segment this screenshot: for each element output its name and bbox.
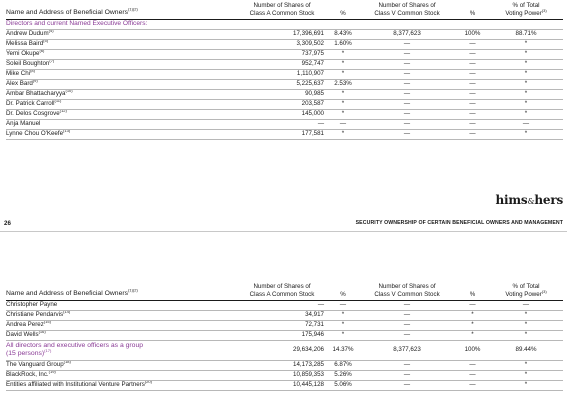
group-label: All directors and executive officers as a group (15 persons)$^{(17)}$ [6,340,236,360]
table-row [6,49,563,59]
group-total-row [6,340,563,360]
owner-name: Mike Chi$^{(8)}$ [6,69,236,79]
running-head: SECURITY OWNERSHIP OF CERTAIN BENEFICIAL OWNERS AND MANAGEMENT [355,220,563,226]
ownership-table-part2 [6,283,563,391]
class-a-pct: * [328,99,358,109]
header-voting-power: % of Total Voting Power$^{(3)}$ [489,2,563,19]
class-v-shares: — [358,300,456,310]
class-a-pct: * [328,109,358,119]
class-a-pct: * [328,59,358,69]
class-v-pct: — [456,69,489,79]
group-class-v-shares: 8,377,623 [358,340,456,360]
class-v-pct: — [456,380,489,390]
table-row [6,69,563,79]
voting-power: * [489,320,563,330]
header-name: Name and Address of Beneficial Owners$^{(1)(2)}$ [6,2,236,19]
class-v-shares: — [358,109,456,119]
header-class-v-pct: % [456,2,489,19]
class-a-shares: 177,581 [236,129,328,139]
class-v-shares: — [358,129,456,139]
class-a-pct: * [328,129,358,139]
class-v-pct: — [456,99,489,109]
header-name: Name and Address of Beneficial Owners$^{(1)(2)}$ [6,283,236,300]
class-a-shares: 175,946 [236,330,328,340]
table-row [6,39,563,49]
header-class-a: Number of Shares of Class A Common Stock [236,283,328,300]
owner-name: Lynne Chou O'Keefe$^{(13)}$ [6,129,236,139]
group-class-a-pct: 14.37% [328,340,358,360]
table-row [6,330,563,340]
class-a-shares: 3,309,502 [236,39,328,49]
table-header-row [6,283,563,300]
voting-power: * [489,69,563,79]
class-a-pct: * [328,310,358,320]
class-v-shares: — [358,79,456,89]
class-a-shares: 10,859,353 [236,370,328,380]
class-a-pct: * [328,320,358,330]
group-class-a-shares: 29,634,206 [236,340,328,360]
group-voting-power: 89.44% [489,340,563,360]
voting-power: 88.71% [489,29,563,39]
owner-name: Anja Manuel [6,119,236,129]
class-a-pct: — [328,119,358,129]
header-class-v: Number of Shares of Class V Common Stock [358,2,456,19]
class-v-pct: — [456,39,489,49]
footer-divider [0,231,567,232]
owner-name: Andrea Perez$^{(15)}$ [6,320,236,330]
class-v-pct: — [456,109,489,119]
class-v-pct: — [456,360,489,370]
class-a-pct: 6.87% [328,360,358,370]
class-v-shares: — [358,370,456,380]
class-v-shares: — [358,310,456,320]
class-v-pct: — [456,59,489,69]
class-a-shares: — [236,300,328,310]
class-a-shares: 72,731 [236,320,328,330]
class-v-shares: — [358,59,456,69]
section-row-directors [6,19,563,29]
table-row [6,310,563,320]
owner-name: Melissa Baird$^{(5)}$ [6,39,236,49]
class-a-pct: 5.06% [328,380,358,390]
table-row [6,119,563,129]
header-class-a-pct: % [328,2,358,19]
voting-power: * [489,49,563,59]
header-class-v-pct: % [456,283,489,300]
voting-power: * [489,310,563,320]
class-v-shares: — [358,380,456,390]
voting-power: * [489,370,563,380]
class-v-shares: — [358,119,456,129]
hims-hers-logo: hims&hers [495,193,563,207]
owner-name: Alex Bard$^{(9)}$ [6,79,236,89]
voting-power: * [489,99,563,109]
voting-power: * [489,330,563,340]
class-a-pct: * [328,89,358,99]
class-v-pct: * [456,330,489,340]
page-number: 26 [4,220,11,227]
class-v-shares: — [358,49,456,59]
voting-power: * [489,109,563,119]
class-v-pct: — [456,370,489,380]
table-row [6,129,563,139]
class-a-shares: — [236,119,328,129]
group-class-v-pct: 100% [456,340,489,360]
class-v-pct: — [456,129,489,139]
class-v-shares: — [358,330,456,340]
owner-name: Soleil Boughton$^{(7)}$ [6,59,236,69]
owner-name: Andrew Dudum$^{(4)}$ [6,29,236,39]
table-row [6,59,563,69]
voting-power: * [489,79,563,89]
owner-name: Dr. Delos Cosgrove$^{(12)}$ [6,109,236,119]
class-a-shares: 17,396,691 [236,29,328,39]
owner-name: Christopher Payne [6,300,236,310]
class-a-shares: 1,110,907 [236,69,328,79]
owner-name: David Wells$^{(16)}$ [6,330,236,340]
class-v-pct: * [456,310,489,320]
class-a-shares: 90,985 [236,89,328,99]
voting-power: * [489,89,563,99]
class-a-shares: 203,587 [236,99,328,109]
ownership-table-continued [6,283,563,391]
class-a-shares: 10,445,128 [236,380,328,390]
class-v-pct: — [456,300,489,310]
table-row [6,380,563,390]
class-a-shares: 737,975 [236,49,328,59]
table-row [6,360,563,370]
table-row [6,109,563,119]
header-class-a-pct: % [328,283,358,300]
voting-power: * [489,380,563,390]
header-voting-power: % of Total Voting Power$^{(3)}$ [489,283,563,300]
table-row [6,79,563,89]
class-a-pct: * [328,49,358,59]
table-row [6,29,563,39]
class-v-pct: — [456,119,489,129]
class-a-shares: 14,173,285 [236,360,328,370]
class-v-pct: — [456,49,489,59]
owner-name: BlackRock, Inc.$^{(19)}$ [6,370,236,380]
class-a-pct: 1.60% [328,39,358,49]
class-v-shares: — [358,89,456,99]
class-v-shares: 8,377,623 [358,29,456,39]
voting-power: — [489,300,563,310]
voting-power: * [489,360,563,370]
owner-name: Dr. Patrick Carroll$^{(11)}$ [6,99,236,109]
class-v-shares: — [358,99,456,109]
class-a-shares: 5,225,637 [236,79,328,89]
owner-name: Ambar Bhattacharyya$^{(10)}$ [6,89,236,99]
class-a-shares: 34,917 [236,310,328,320]
table-row [6,320,563,330]
header-class-a: Number of Shares of Class A Common Stock [236,2,328,19]
class-a-pct: 8.43% [328,29,358,39]
class-a-pct: — [328,300,358,310]
class-v-shares: — [358,360,456,370]
class-a-shares: 952,747 [236,59,328,69]
class-v-shares: — [358,39,456,49]
header-class-v: Number of Shares of Class V Common Stock [358,283,456,300]
class-v-pct: — [456,79,489,89]
ownership-table-part1 [6,2,563,140]
class-a-pct: * [328,69,358,79]
voting-power: * [489,39,563,49]
class-a-shares: 145,000 [236,109,328,119]
class-v-shares: — [358,320,456,330]
voting-power: * [489,129,563,139]
class-a-pct: 5.26% [328,370,358,380]
owner-name: The Vanguard Group$^{(18)}$ [6,360,236,370]
class-v-pct: — [456,89,489,99]
class-v-pct: 100% [456,29,489,39]
owner-name: Yemi Okupe$^{(6)}$ [6,49,236,59]
table-row [6,89,563,99]
class-v-pct: * [456,320,489,330]
class-v-shares: — [358,69,456,79]
owner-name: Christiane Pendarvis$^{(14)}$ [6,310,236,320]
voting-power: — [489,119,563,129]
owner-name: Entities affiliated with Institutional Venture Partners$^{(20)}$ [6,380,236,390]
table-row [6,370,563,380]
voting-power: * [489,59,563,69]
table-row [6,300,563,310]
table-header-row [6,2,563,19]
class-a-pct: 2.53% [328,79,358,89]
class-a-pct: * [328,330,358,340]
section-label: Directors and current Named Executive Officers: [6,19,563,29]
ownership-table [6,2,563,140]
table-row [6,99,563,109]
